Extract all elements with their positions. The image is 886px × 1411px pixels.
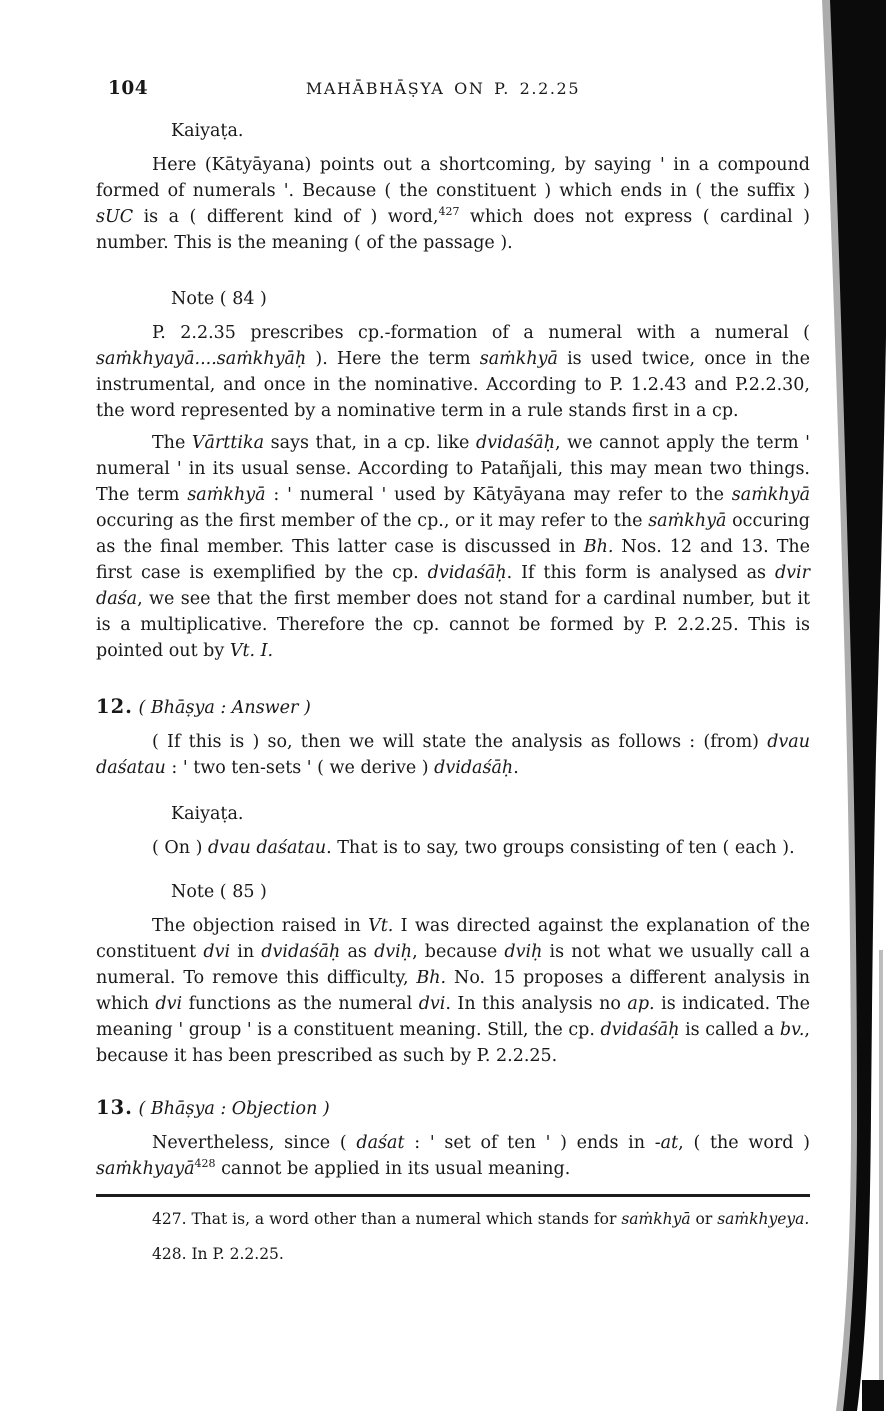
- para-varttika: The Vārttika says that, in a cp. like dvidaśāḥ, we cannot apply the term ' numeral ' in its usual sense. According to Patañjali, this may mean two things. The term saṁkhyā : ' numeral ' used by Kātyāyana may refer to the saṁkhyā occuring as the first member of the cp., or it may refer to the saṁkhyā occuring as the final member. This latter case is discussed in Bh. Nos. 12 and 13. The first case is exemplified by the cp. dvidaśāḥ. If this form is analysed as dvir daśa, we see that the first member does not stand for a cardinal number, but it is a multiplicative. Therefore the cp. cannot be formed by P. 2.2.25. This is pointed out by Vt. I.: [96, 433, 811, 661]
- page-number: 104: [108, 78, 149, 99]
- para-bhasya-13: Nevertheless, since ( daśat : ' set of ten ' ) ends in -at, ( the word ) saṁkhyayā$^{428}$ cannot be applied in its usual meaning.: [96, 1133, 810, 1179]
- para-bhasya-12: ( If this is ) so, then we will state the analysis as follows : (from) dvau daśatau : ' two ten-sets ' ( we derive ) dvidaśāḥ.: [96, 732, 810, 778]
- para-note-84: P. 2.2.35 prescribes cp.-formation of a numeral with a numeral ( saṁkhyayā....saṁkhyāḥ ). Here the term saṁkhyā is used twice, once in the instrumental, and once in the nominative. According to P. 1.2.43 and P.2.2.30, the word represented by a nominative term in a rule stands first in a cp.: [96, 323, 810, 421]
- footnote-427: 427. That is, a word other than a numeral which stands for saṁkhyā or saṁkhyeya.: [152, 1210, 810, 1228]
- note-85-heading: Note ( 85 ): [171, 882, 267, 902]
- kaiyata-heading-2: Kaiyaṭa.: [171, 804, 244, 824]
- footnote-428: 428. In P. 2.2.25.: [152, 1245, 284, 1263]
- kaiyata-heading-1: Kaiyaṭa.: [171, 121, 244, 141]
- para-note-85: The objection raised in Vt. I was directed against the explanation of the constituent dvi in dvidaśāḥ as dviḥ, because dviḥ is not what we usually call a numeral. To remove this difficulty, Bh. No. 15 proposes a different analysis in which dvi functions as the numeral dvi. In this analysis no ap. is indicated. The meaning ' group ' is a constituent meaning. Still, the cp. dvidaśāḥ is called a bv., because it has been prescribed as such by P. 2.2.25.: [96, 916, 811, 1066]
- section-12-heading: 12. ( Bhāṣya : Answer ): [96, 695, 311, 718]
- section-13-heading: 13. ( Bhāṣya : Objection ): [96, 1096, 330, 1119]
- text-column: [96, 106, 810, 1268]
- running-title: MAHĀBHĀṢYA ON P. 2.2.25: [305, 79, 581, 98]
- running-head: [96, 78, 810, 104]
- footnote-divider: [96, 1194, 810, 1197]
- note-84-heading: Note ( 84 ): [171, 289, 267, 309]
- para-kaiyata-2: ( On ) dvau daśatau. That is to say, two groups consisting of ten ( each ).: [152, 838, 795, 858]
- para-kaiyata-1: Here (Kātyāyana) points out a shortcoming, by saying ' in a compound formed of numerals '. Because ( the constituent ) which ends in ( the suffix ) sUC is a ( different kind of ) word,$^{427}$ which does not express ( cardinal ) number. This is the meaning ( of the passage ).: [96, 155, 810, 253]
